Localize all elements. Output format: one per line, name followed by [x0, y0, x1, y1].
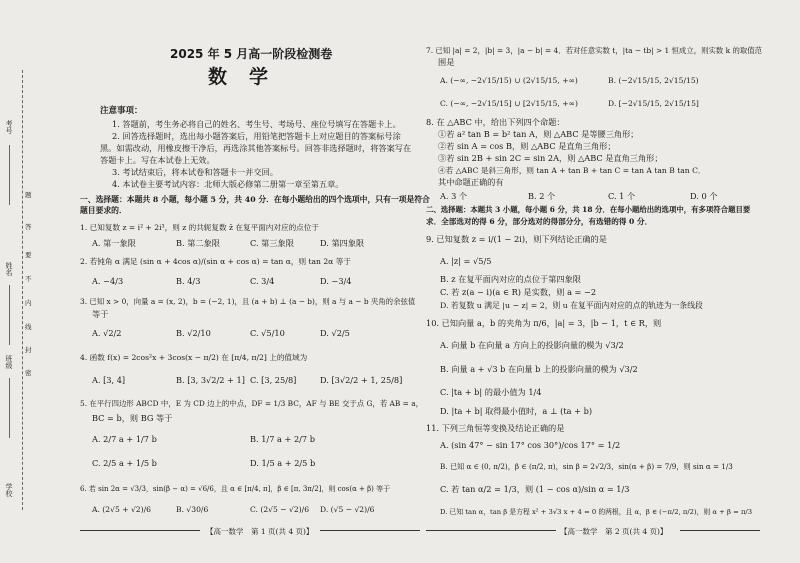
option-text: A. |z| = √5/5 [440, 256, 492, 266]
question-2: 2. 若钝角 α 满足 (sin α + 4cos α)/(sin α + cos α) = tan α，则 tan 2α 等于 [80, 257, 351, 266]
option-text: C. 1 个 [608, 191, 636, 201]
section2-heading: 二、选择题：本题共 3 小题，每小题 6 分，共 18 分．在每小题给出的选项中，有多项符合题目要 [426, 205, 751, 214]
note-line: 2. 回答选择题时，选出每小题答案后，用铅笔把答题卡上对应题目的答案标号涂 [112, 131, 401, 141]
statement-text: ③若 sin 2B + sin 2C = sin 2A，则 △ABC 是直角三角形； [438, 153, 663, 163]
option-text: A. (sin 47° − sin 17° cos 30°)/cos 17° = 1/2 [440, 440, 621, 450]
option-text: D. 若复数 u 满足 |u − z| = 2，则 u 在复平面内对应的点的轨迹为一条线段 [440, 301, 703, 310]
option-text: C. |ta + b| 的最小值为 1/4 [440, 387, 542, 397]
note-line: 黑。如需改动，用橡皮擦干净后，再选涂其他答案标号。回答非选择题时，将答案写在 [100, 143, 412, 153]
note-line: 4. 本试卷主要考试内容：北师大版必修第二册第一章至第五章。 [112, 179, 344, 189]
question-7: 7. 已知 |a| = 2，|b| = 3，|a − b| = 4．若对任意实数 t，|ta − tb| > 1 恒成立，则实数 k 的取值范 [426, 46, 763, 55]
page-footer-right: 【高一数学 第 2 页(共 4 页)】 [560, 527, 668, 536]
option-text: D. [3√2/2 + 1, 25/8] [320, 375, 403, 385]
option-text: D. (√5 − √2)/6 [320, 505, 375, 514]
option-text: D. √2/5 [320, 328, 350, 338]
kaohao-field [9, 145, 10, 205]
option-text: B. 1/7 a + 2/7 b [250, 434, 315, 444]
question-5: 5. 在平行四边形 ABCD 中，E 为 CD 边上的中点，DF = 1/3 BC，AF 与 BE 交于点 G，若 AB = a， [80, 399, 424, 408]
option-text: B. 4/3 [176, 276, 201, 286]
question-3: 3. 已知 x > 0，向量 a = (x, 2)，b = (−2, 1)，且 (a + b) ⊥ (a − b)，则 a 与 a − b 夹角的余弦值 [80, 297, 416, 306]
option-text: B. √30/6 [176, 505, 209, 514]
option-text: A. −4/3 [92, 276, 124, 286]
section1-heading: 一、选择题：本题共 8 小题，每小题 5 分，共 40 分．在每小题给出的四个选项中，只有一项是符合 [80, 195, 430, 204]
option-text: D. 1/5 a + 2/5 b [250, 458, 316, 468]
xuexiao-label: 学校 [5, 483, 13, 497]
note-line: 答题卡上。写在本试卷上无效。 [100, 155, 215, 165]
footer-rule [426, 530, 556, 531]
question-1: 1. 已知复数 z = i² + 2i³，则 z 的共轭复数 z̄ 在复平面内对应的点位于 [80, 223, 319, 232]
question-7-cont: 围是 [438, 57, 455, 67]
option-text: C. 2/5 a + 1/5 b [92, 458, 157, 468]
option-text: A. 3 个 [440, 191, 468, 201]
xingming-field [9, 285, 10, 345]
option-text: C. 若 z(a − i)(a ∈ R) 是实数，则 a = −2 [440, 287, 597, 297]
banji-label: 班级 [5, 355, 13, 369]
seal-line [22, 70, 23, 510]
section2-heading: 求．全部选对的得 6 分，部分选对的得部分分，有选错的得 0 分． [426, 217, 653, 226]
seal-char: 封 [25, 346, 32, 354]
option-text: C. [3, 25/8] [250, 375, 297, 385]
footer-rule [320, 530, 420, 531]
footer-rule [80, 530, 200, 531]
kaohao-label: 考号 [5, 120, 13, 134]
option-text: B. [3, 3√2/2 + 1] [176, 375, 245, 385]
option-text: B. z 在复平面内对应的点位于第四象限 [440, 274, 581, 284]
seal-char: 答 [25, 223, 32, 231]
question-10: 10. 已知向量 a，b 的夹角为 π/6，|a| = 3，|b − 1，t ∈ R，则 [426, 318, 662, 328]
option-text: D. |ta + b| 取得最小值时，a ⊥ (ta + b) [440, 406, 593, 416]
option-text: A. 2/7 a + 1/7 b [92, 434, 157, 444]
seal-char: 线 [25, 323, 32, 331]
option-text: A. √2/2 [92, 328, 122, 338]
page-footer-left: 【高一数学 第 1 页(共 4 页)】 [206, 527, 314, 536]
option-text: D. [−2√15/15, 2√15/15] [608, 99, 699, 108]
question-11: 11. 下列三角恒等变换及结论正确的是 [426, 423, 565, 433]
question-3-cont: 等于 [92, 309, 109, 319]
option-text: B. 2 个 [528, 191, 556, 201]
option-text: D. 第四象限 [320, 238, 365, 248]
notes-title: 注意事项： [100, 106, 143, 116]
statement-text: 其中命题正确的有 [438, 177, 504, 187]
statement-text: ①若 a² tan B = b² tan A，则 △ABC 是等腰三角形； [438, 129, 639, 139]
banji-field [9, 378, 10, 438]
note-line: 1. 答题前，考生务必将自己的姓名、考生号、考场号、座位号填写在答题卡上。 [112, 119, 401, 129]
section1-heading: 题目要求的． [80, 206, 127, 215]
option-text: A. 向量 b 在向量 a 方向上的投影向量的模为 √3/2 [440, 340, 624, 350]
question-4: 4. 函数 f(x) = 2cos²x + 3cos(x − π/2) 在 [π/4, π/2] 上的值域为 [80, 353, 308, 362]
subject-title: 数学 [208, 66, 291, 88]
option-text: C. 3/4 [250, 276, 275, 286]
option-text: C. (2√5 − √2)/6 [250, 505, 310, 514]
option-text: A. (−∞, −2√15/15) ∪ (2√15/15, +∞) [440, 76, 578, 85]
option-text: B. √2/10 [176, 328, 211, 338]
option-text: B. (−2√15/15, 2√15/15) [608, 76, 699, 85]
option-text: D. −3/4 [320, 276, 352, 286]
option-text: A. 第一象限 [92, 238, 136, 248]
statement-text: ②若 sin A = cos B，则 △ABC 是直角三角形； [438, 141, 616, 151]
seal-char: 不 [25, 275, 32, 283]
option-text: C. √5/10 [250, 328, 285, 338]
question-6: 6. 若 sin 2α = √3/3，sin(β − α) = √6/6，且 α ∈ [π/4, π]，β ∈ [π, 3π/2]，则 cos(α + β) 等于 [80, 485, 391, 493]
question-8: 8. 在 △ABC 中，给出下列四个命题： [426, 117, 565, 127]
footer-rule [680, 530, 760, 531]
seal-char: 题 [25, 191, 32, 199]
option-text: B. 第二象限 [176, 238, 220, 248]
statement-text: ④若 △ABC 是斜三角形，则 tan A + tan B + tan C = tan A tan B tan C． [438, 166, 706, 175]
note-line: 3. 考试结束后，将本试卷和答题卡一并交回。 [112, 167, 278, 177]
question-9: 9. 已知复数 z = i/(1 − 2i)，则下列结论正确的是 [426, 234, 607, 244]
option-text: B. 向量 a + √3 b 在向量 b 上的投影向量的模为 √3/2 [440, 364, 638, 374]
seal-char: 密 [25, 369, 32, 377]
option-text: A. (2√5 + √2)/6 [92, 505, 151, 514]
option-text: A. [3, 4] [92, 375, 126, 385]
option-text: C. 若 tan α/2 = 1/3，则 (1 − cos α)/sin α = 1/3 [440, 484, 630, 494]
option-text: D. 已知 tan α，tan β 是方程 x² + 3√3 x + 4 = 0 的两根，且 α，β ∈ (−π/2, π/2)，则 α + β = π/3 [440, 508, 753, 516]
binding-strip [0, 0, 40, 563]
exam-title: 2025 年 5 月高一阶段检测卷 [170, 47, 333, 61]
xingming-label: 姓名 [5, 262, 13, 276]
seal-char: 内 [25, 299, 32, 307]
option-text: C. (−∞, −2√15/15] ∪ [2√15/15, +∞) [440, 99, 578, 108]
seal-char: 要 [25, 251, 32, 259]
option-text: D. 0 个 [690, 191, 718, 201]
question-5-cont: BC = b，则 BG 等于 [92, 413, 173, 423]
option-text: C. 第三象限 [250, 238, 294, 248]
option-text: B. 已知 α ∈ (0, π/2)，β ∈ (π/2, π)，sin β = 2√2/3，sin(α + β) = 7/9，则 sin α = 1/3 [440, 462, 733, 471]
